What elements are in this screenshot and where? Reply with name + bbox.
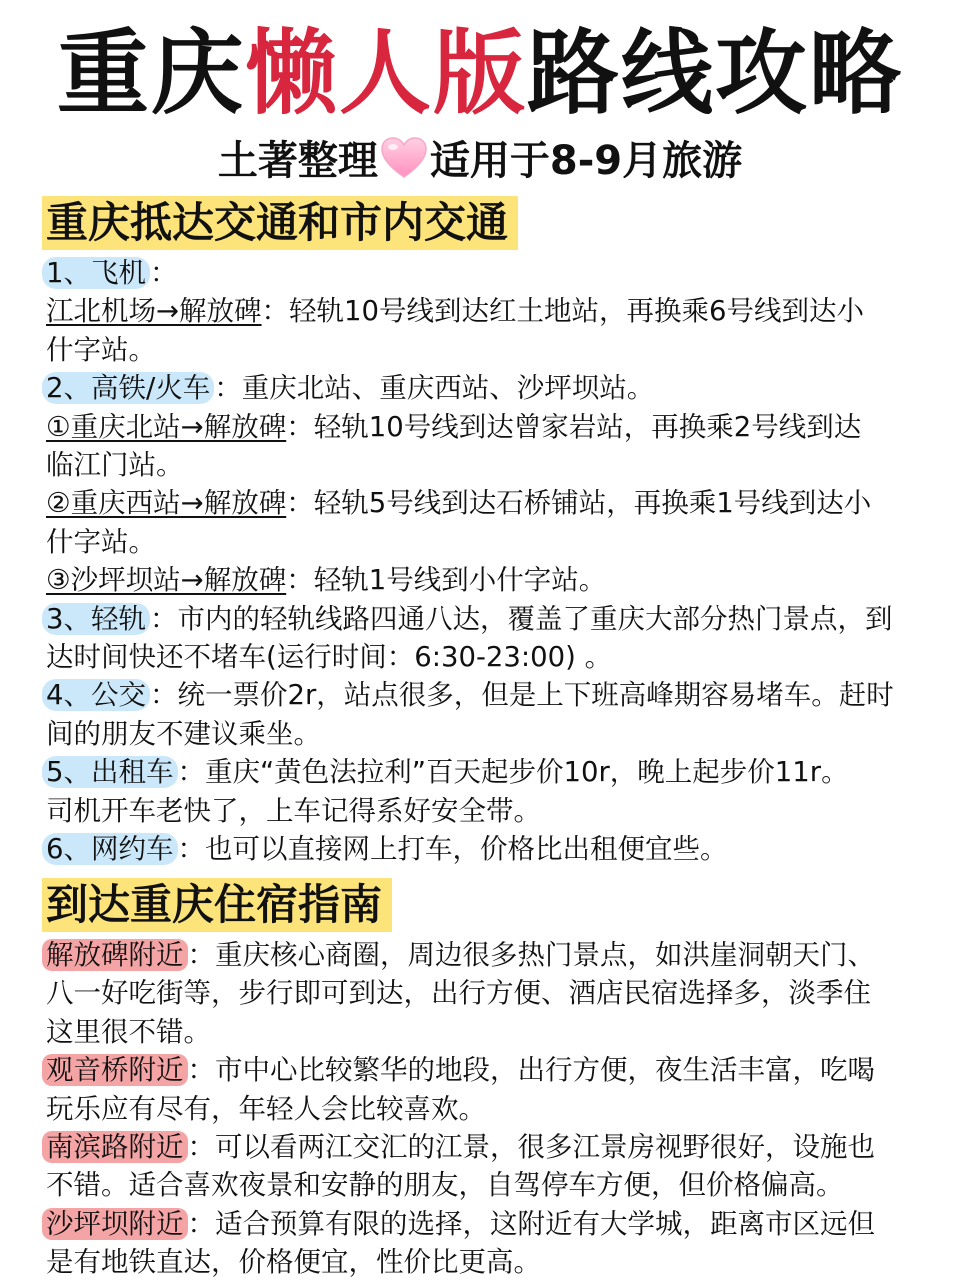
title-part2: 懒人版 <box>244 20 527 127</box>
list-item <box>46 369 940 407</box>
item-text: ：重庆北站、重庆西站、沙坪坝站。 <box>214 372 655 405</box>
item-text: ：轻轨10号线到达曾家岩站，再换乘2号线到达 <box>286 410 862 443</box>
list-item <box>46 254 940 292</box>
route-label: ③沙坪坝站→解放碑 <box>46 564 287 597</box>
item-text: ：轻轨1号线到小什字站。 <box>286 564 607 597</box>
subtitle-right: 适用于8-9月旅游 <box>429 138 743 184</box>
route-label: ①重庆北站→解放碑 <box>46 410 287 443</box>
list-item <box>46 676 940 714</box>
list-item-cont: 不错。适合喜欢夜景和安静的朋友，自驾停车方便，但价格偏高。 <box>46 1169 844 1202</box>
list-item <box>46 292 940 330</box>
area-label: 观音桥附近 <box>42 1054 188 1086</box>
list-item <box>46 484 940 522</box>
item-label: 6、网约车 <box>42 833 178 865</box>
list-item <box>46 408 940 446</box>
list-item-cont: 什字站。 <box>46 525 156 558</box>
list-item <box>46 600 940 638</box>
item-text: ：适合预算有限的选择，这附近有大学城，距离市区远但 <box>187 1207 875 1240</box>
list-item-cont: 什字站。 <box>46 333 156 366</box>
item-text: ：统一票价2r，站点很多，但是上下班高峰期容易堵车。赶时 <box>150 679 894 712</box>
list-item-cont: 临江门站。 <box>46 449 184 482</box>
section-transport <box>46 196 940 869</box>
list-item-cont: 达时间快还不堵车(运行时间：6:30-23:00) 。 <box>46 641 613 674</box>
route-label: ②重庆西站→解放碑 <box>46 487 287 520</box>
item-text: ：轻轨5号线到达石桥铺站，再换乘1号线到达小 <box>286 487 872 520</box>
transport-list <box>46 254 940 869</box>
item-text: ：市内的轻轨线路四通八达，覆盖了重庆大部分热门景点，到 <box>150 602 893 635</box>
subtitle <box>0 134 960 188</box>
list-item <box>46 753 940 791</box>
list-item <box>46 1128 940 1166</box>
area-label: 解放碑附近 <box>42 939 188 971</box>
item-text: ： <box>150 257 178 289</box>
list-item <box>46 1051 940 1089</box>
area-label: 沙坪坝附近 <box>42 1208 188 1240</box>
list-item-cont: 间的朋友不建议乘坐。 <box>46 717 321 750</box>
subtitle-left: 土著整理 <box>217 138 378 184</box>
item-text: ：市中心比较繁华的地段，出行方便，夜生活丰富，吃喝 <box>187 1054 875 1087</box>
title-part1: 重庆 <box>56 20 245 127</box>
list-item <box>46 561 940 599</box>
pink-heart-icon <box>380 136 428 180</box>
list-item-cont: 是有地铁直达，价格便宜，性价比更高。 <box>46 1246 541 1279</box>
page-title <box>0 22 960 126</box>
item-label: 3、轻轨 <box>42 603 150 635</box>
route-label: 江北机场→解放碑 <box>46 295 262 328</box>
list-item-cont: 司机开车老快了，上车记得系好安全带。 <box>46 794 541 827</box>
item-text: ：也可以直接网上打车，价格比出租便宜些。 <box>177 833 728 866</box>
lodging-list <box>46 936 940 1282</box>
title-part3: 路线攻略 <box>527 20 904 127</box>
item-label: 2、高铁/火车 <box>42 372 214 404</box>
list-item-cont: 这里很不错。 <box>46 1015 211 1048</box>
item-label: 4、公交 <box>42 679 150 711</box>
item-label: 5、出租车 <box>42 756 178 788</box>
item-text: ：重庆“黄色法拉利”百天起步价10r，晚上起步价11r。 <box>177 756 849 789</box>
area-label: 南滨路附近 <box>42 1131 188 1163</box>
item-text: ：可以看两江交汇的江景，很多江景房视野很好，设施也 <box>187 1131 875 1164</box>
list-item-cont: 玩乐应有尽有，年轻人会比较喜欢。 <box>46 1092 486 1125</box>
item-text: ：轻轨10号线到达红土地站，再换乘6号线到达小 <box>261 295 865 328</box>
list-item <box>46 830 940 868</box>
section-heading-lodging: 到达重庆住宿指南 <box>42 878 392 932</box>
section-heading-transport: 重庆抵达交通和市内交通 <box>42 196 518 250</box>
list-item-cont: 八一好吃街等，步行即可到达，出行方便、酒店民宿选择多，淡季住 <box>46 977 871 1010</box>
item-label: 1、飞机 <box>42 257 150 289</box>
section-lodging <box>46 878 940 1282</box>
list-item <box>46 936 940 974</box>
list-item <box>46 1205 940 1243</box>
item-text: ：重庆核心商圈，周边很多热门景点，如洪崖洞朝天门、 <box>187 939 875 971</box>
